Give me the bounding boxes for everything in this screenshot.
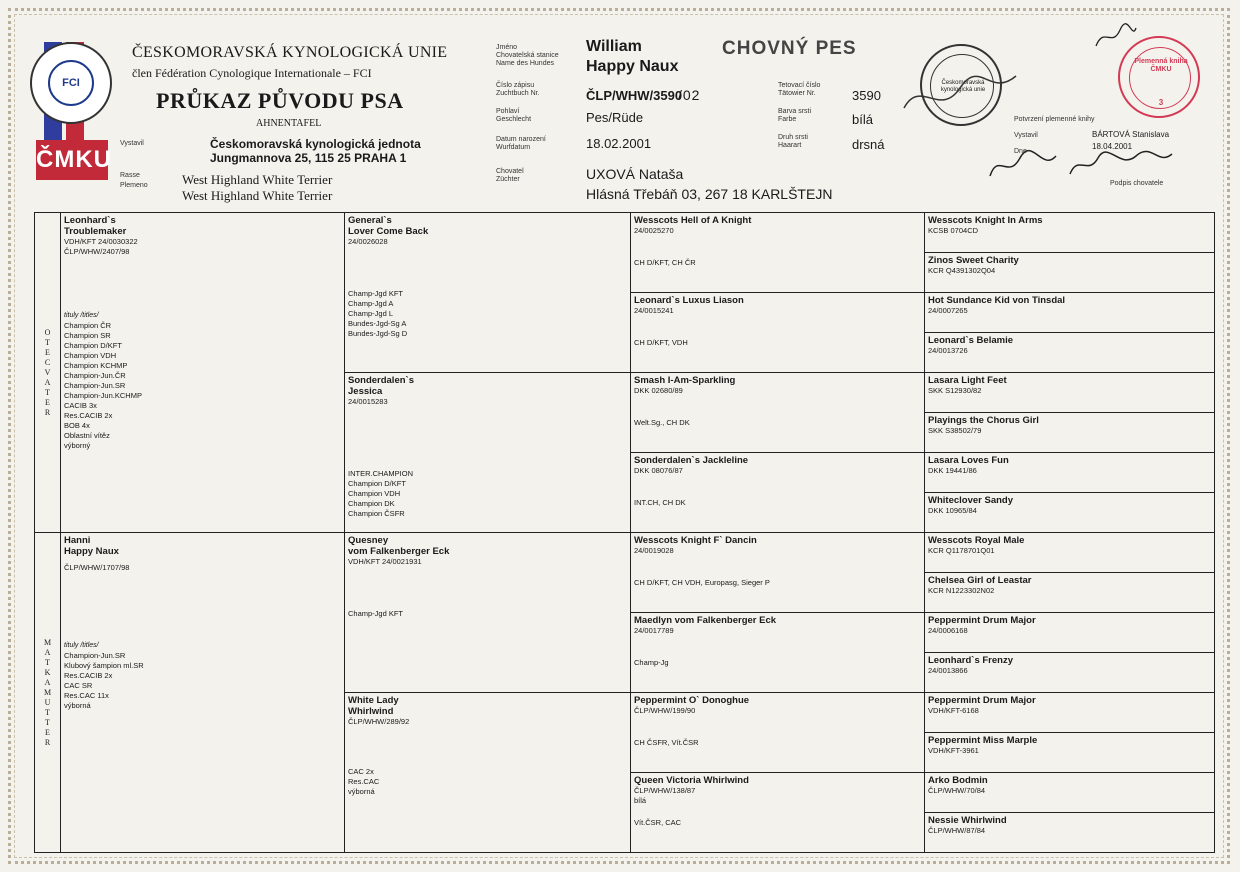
g3-2-name: Leonard`s Luxus Liason xyxy=(634,295,744,306)
g3-7-name: Peppermint O` Donoghue xyxy=(634,695,750,706)
g2-4-name-1: White Lady xyxy=(348,695,399,706)
g4-cell-6 xyxy=(925,413,1215,453)
dog-name-label: Jméno Chovatelská stanice Name des Hundes xyxy=(496,44,559,67)
g2-2-name-2: Jessica xyxy=(348,386,383,397)
g3-4-name: Sonderdalen`s Jackleline xyxy=(634,455,749,466)
sire-cell xyxy=(61,213,345,533)
stamp-red-text: Plemenná kniha ČMKU xyxy=(1134,58,1188,73)
stud-label: Číslo zápisu Zuchtbuch Nr. xyxy=(496,82,540,97)
g3-5-reg: 24/0019028 xyxy=(634,546,674,555)
breeding-status: CHOVNÝ PES xyxy=(722,38,857,59)
g3-8-titles: Vít.ČSR, CAC xyxy=(634,818,682,827)
g4-12-reg: 24/0013866 xyxy=(928,666,968,675)
g4-5-name: Lasara Light Feet xyxy=(928,375,1007,386)
breed-value-2: West Highland White Terrier xyxy=(182,188,333,203)
doc-title-de: AHNENTAFEL xyxy=(256,118,322,129)
g4-9-name: Wesscots Royal Male xyxy=(928,535,1025,546)
g2-2-titles: INTER.CHAMPION Champion D/KFT Champion VDH Champion DK Champion ČSFR xyxy=(348,469,414,518)
g4-2-name: Zinos Sweet Charity xyxy=(928,255,1019,266)
g3-7-titles: CH ČSFR, Vít.ČSR xyxy=(634,738,699,747)
sire-name-2: Troublemaker xyxy=(64,226,127,237)
g4-cell-4 xyxy=(925,333,1215,373)
signature-label: Podpis chovatele xyxy=(1110,180,1164,187)
g4-15-reg: ČLP/WHW/70/84 xyxy=(928,786,986,795)
g4-3-reg: 24/0007265 xyxy=(928,306,968,315)
org-member: člen Fédération Cynologique Internationale – FCI xyxy=(132,66,372,80)
g4-cell-15 xyxy=(925,773,1215,813)
g3-cell-8 xyxy=(631,773,925,853)
g3-cell-2 xyxy=(631,293,925,373)
issuer-label: Vystavil xyxy=(120,140,144,147)
g4-cell-9 xyxy=(925,533,1215,573)
g4-cell-7 xyxy=(925,453,1215,493)
g4-cell-1 xyxy=(925,213,1215,253)
breeder-name: UXOVÁ Nataša xyxy=(586,166,684,182)
g4-4-name: Leonard`s Belamie xyxy=(928,335,1013,346)
stud-number: ČLP/WHW/3590 xyxy=(586,88,683,103)
confirmation-date: 18.04.2001 xyxy=(1092,142,1133,151)
stamp-text: Českomoravská kynologická unie xyxy=(940,80,986,93)
g3-1-name: Wesscots Hell of A Knight xyxy=(634,215,752,226)
g3-8-reg: ČLP/WHW/138/87 bílá xyxy=(634,786,696,805)
stamp-red-number: 3 xyxy=(1158,98,1164,107)
tattoo-value: 3590 xyxy=(852,88,881,103)
g3-cell-5 xyxy=(631,533,925,613)
issuer-name: Českomoravská kynologická jednota xyxy=(210,137,421,151)
dam-reg: ČLP/WHW/1707/98 xyxy=(64,563,130,572)
g4-cell-16 xyxy=(925,813,1215,853)
g3-4-titles: INT.CH, CH DK xyxy=(634,498,686,507)
coat-value: drsná xyxy=(852,137,885,152)
sire-titles: Champion ČR Champion SR Champion D/KFT Champion VDH Champion KCHMP Champion-Jun.ČR Champion-Jun.SR Champion-Jun.KCHMP CACIB 3x Res.CACIB 2x BOB 4x Oblastní vítěz výborný xyxy=(64,321,142,450)
g3-1-reg: 24/0025270 xyxy=(634,226,674,235)
g4-5-reg: SKK S12930/82 xyxy=(928,386,982,395)
g4-cell-11 xyxy=(925,613,1215,653)
confirmation-issued-label: Vystavil xyxy=(1014,132,1038,139)
g4-16-reg: ČLP/WHW/87/84 xyxy=(928,826,986,835)
sire-titles-label: tituly /titles/ xyxy=(64,312,99,319)
org-name: ČESKOMORAVSKÁ KYNOLOGICKÁ UNIE xyxy=(132,44,448,61)
g3-cell-6 xyxy=(631,613,925,693)
g3-2-reg: 24/0015241 xyxy=(634,306,674,315)
g3-4-reg: DKK 08076/87 xyxy=(634,466,683,475)
fci-logo xyxy=(30,42,112,124)
dam-titles: Champion-Jun.SR Klubový šampion ml.SR Res.CACIB 2x CAC SR Res.CAC 11x výborná xyxy=(64,651,144,710)
g4-cell-10 xyxy=(925,573,1215,613)
g4-cell-3 xyxy=(925,293,1215,333)
g4-16-name: Nessie Whirlwind xyxy=(928,815,1007,826)
g4-cell-13 xyxy=(925,693,1215,733)
tattoo-label: Tetovací číslo Tätowier Nr. xyxy=(778,82,821,97)
fci-logo-text: FCI xyxy=(48,60,94,106)
g2-3-name-1: Quesney xyxy=(348,535,389,546)
g2-cell-4 xyxy=(345,693,631,853)
color-value: bílá xyxy=(852,112,873,127)
g4-10-name: Chelsea Girl of Leastar xyxy=(928,575,1032,586)
g4-7-reg: DKK 19441/86 xyxy=(928,466,977,475)
g4-8-reg: DKK 10965/84 xyxy=(928,506,977,515)
g2-cell-1 xyxy=(345,213,631,373)
g4-4-reg: 24/0013726 xyxy=(928,346,968,355)
g3-8-name: Queen Victoria Whirlwind xyxy=(634,775,749,786)
g4-14-reg: VDH/KFT-3961 xyxy=(928,746,979,755)
confirmation-date-label: Dne xyxy=(1014,148,1027,155)
g2-3-reg: VDH/KFT 24/0021931 xyxy=(348,557,422,566)
sire-reg: VDH/KFT 24/0030322 ČLP/WHW/2407/98 xyxy=(64,237,138,256)
breed-label-de: Rasse xyxy=(120,172,140,179)
g4-11-name: Peppermint Drum Major xyxy=(928,615,1036,626)
g2-4-reg: ČLP/WHW/289/92 xyxy=(348,717,410,726)
signature-red-initial xyxy=(1090,22,1140,52)
confirmation-issued-by: BÁRTOVÁ Stanislava xyxy=(1092,130,1170,139)
sire-name-1: Leonhard`s xyxy=(64,215,116,226)
signature-top xyxy=(900,68,1020,118)
g3-3-name: Smash I-Am-Sparkling xyxy=(634,375,736,386)
g4-12-name: Leonhard`s Frenzy xyxy=(928,655,1013,666)
g4-10-reg: KCR N1223302N02 xyxy=(928,586,995,595)
g3-1-titles: CH D/KFT, CH ČR xyxy=(634,258,696,267)
sex-value: Pes/Rüde xyxy=(586,110,644,125)
dam-titles-label: tituly /titles/ xyxy=(64,642,99,649)
side-label-dam: M A T K A M U T T E R xyxy=(35,533,61,853)
dog-name: William xyxy=(586,38,642,55)
g3-3-titles: Welt.Sg., CH DK xyxy=(634,418,690,427)
g2-cell-3 xyxy=(345,533,631,693)
g2-cell-2 xyxy=(345,373,631,533)
g4-cell-2 xyxy=(925,253,1215,293)
g3-cell-1 xyxy=(631,213,925,293)
dog-kennel: Happy Naux xyxy=(586,58,679,75)
g3-6-name: Maedlyn vom Falkenberger Eck xyxy=(634,615,777,626)
g4-1-name: Wesscots Knight In Arms xyxy=(928,215,1043,226)
breeder-address: Hlásná Třebáň 03, 267 18 KARLŠTEJN xyxy=(586,186,833,202)
breeder-label: Chovatel Züchter xyxy=(496,168,524,183)
g4-13-reg: VDH/KFT-6168 xyxy=(928,706,979,715)
g3-6-titles: Champ-Jg xyxy=(634,658,669,667)
g3-5-name: Wesscots Knight F` Dancin xyxy=(634,535,757,546)
dob-label: Datum narození Wurfdatum xyxy=(496,136,546,151)
g2-4-name-2: Whirlwind xyxy=(348,706,394,717)
g4-cell-5 xyxy=(925,373,1215,413)
issuer-address: Jungmannova 25, 115 25 PRAHA 1 xyxy=(210,151,407,165)
dam-name-1: Hanni xyxy=(64,535,91,546)
g3-cell-3 xyxy=(631,373,925,453)
g4-14-name: Peppermint Miss Marple xyxy=(928,735,1038,746)
side-label-sire: O T E C V A T E R xyxy=(35,213,61,533)
g3-7-reg: ČLP/WHW/199/90 xyxy=(634,706,696,715)
cmku-logo: ČMKU xyxy=(36,140,108,180)
g4-3-name: Hot Sundance Kid von Tinsdal xyxy=(928,295,1066,306)
dam-cell xyxy=(61,533,345,853)
g2-3-name-2: vom Falkenberger Eck xyxy=(348,546,450,557)
org-logo xyxy=(30,42,112,202)
g3-2-titles: CH D/KFT, VDH xyxy=(634,338,688,347)
g2-1-titles: Champ-Jgd KFT Champ-Jgd A Champ-Jgd L Bundes-Jgd-Sg A Bundes-Jgd-Sg D xyxy=(348,289,408,338)
g2-1-name-1: General`s xyxy=(348,215,392,226)
g2-3-titles: Champ-Jgd KFT xyxy=(348,609,404,618)
sex-label: Pohlaví Geschlecht xyxy=(496,108,532,123)
doc-title: PRŮKAZ PŮVODU PSA xyxy=(156,88,404,113)
g2-1-name-2: Lover Come Back xyxy=(348,226,429,237)
g4-6-name: Playings the Chorus Girl xyxy=(928,415,1039,426)
g3-3-reg: DKK 02680/89 xyxy=(634,386,683,395)
g4-15-name: Arko Bodmin xyxy=(928,775,988,786)
g3-cell-7 xyxy=(631,693,925,773)
g4-cell-14 xyxy=(925,733,1215,773)
g4-6-reg: SKK S38502/79 xyxy=(928,426,982,435)
g4-9-reg: KCR Q1178701Q01 xyxy=(928,546,995,555)
g4-11-reg: 24/0006168 xyxy=(928,626,968,635)
g4-cell-8 xyxy=(925,493,1215,533)
breed-value: West Highland White Terrier xyxy=(182,172,333,187)
stud-suffix: /02 xyxy=(678,87,701,103)
breed-label-cz: Plemeno xyxy=(120,182,148,189)
g4-2-reg: KCR Q4391302Q04 xyxy=(928,266,996,275)
g2-2-name-1: Sonderdalen`s xyxy=(348,375,414,386)
color-label: Barva srsti Farbe xyxy=(778,108,812,123)
g4-13-name: Peppermint Drum Major xyxy=(928,695,1036,706)
g4-8-name: Whiteclover Sandy xyxy=(928,495,1013,506)
coat-label: Druh srsti Haarart xyxy=(778,134,808,149)
dam-name-2: Happy Naux xyxy=(64,546,119,557)
g4-7-name: Lasara Loves Fun xyxy=(928,455,1009,466)
pedigree-table xyxy=(34,212,1215,853)
g2-4-titles: CAC 2x Res.CAC výborná xyxy=(348,767,380,796)
g3-5-titles: CH D/KFT, CH VDH, Europasg, Sieger P xyxy=(634,578,770,587)
dob-value: 18.02.2001 xyxy=(586,136,652,151)
g3-6-reg: 24/0017789 xyxy=(634,626,674,635)
g2-2-reg: 24/0015283 xyxy=(348,397,388,406)
g4-cell-12 xyxy=(925,653,1215,693)
g4-1-reg: KCSB 0704CD xyxy=(928,226,979,235)
g3-cell-4 xyxy=(631,453,925,533)
g2-1-reg: 24/0026028 xyxy=(348,237,388,246)
confirmation-label: Potvrzení plemenné knihy xyxy=(1014,116,1095,123)
